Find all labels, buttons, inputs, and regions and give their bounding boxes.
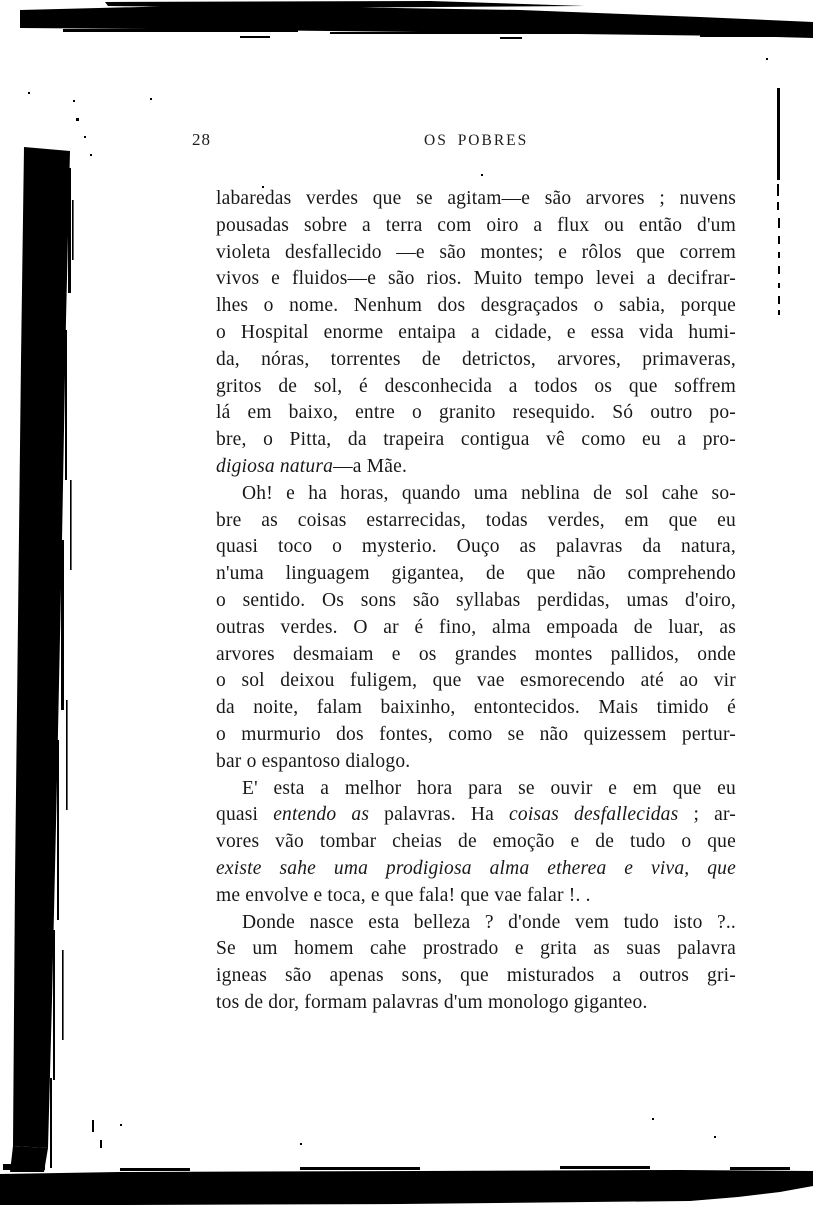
text-segment: da noite, falam baixinho, entontecidos. Mais timido é <box>216 697 736 719</box>
paragraph <box>216 186 736 481</box>
text-segment: outras verdes. O ar é fino, alma empoada de luar, as <box>216 616 736 638</box>
text-segment: Donde nasce esta belleza ? d'onde vem tudo isto ?.. <box>242 911 736 933</box>
text-segment: pousadas sobre a terra com oiro a flux ou então d'um <box>216 214 736 236</box>
paragraph <box>216 910 736 1017</box>
text-segment: igneas são apenas sons, que misturados a outros gri- <box>216 965 736 987</box>
text-segment: o sentido. Os sons são syllabas perdidas, umas d'oiro, <box>216 589 736 611</box>
page-number: 28 <box>192 130 211 149</box>
italic-text-segment: entendo as <box>273 804 370 826</box>
text-line <box>216 481 736 508</box>
text-segment: palavras. Ha <box>369 804 510 826</box>
text-line <box>216 802 736 829</box>
text-line <box>216 374 736 401</box>
text-segment: violeta desfallecido —e são montes; e rôlos que correm <box>216 241 736 263</box>
scan-artifact-top-bar <box>20 1 813 39</box>
text-segment: o Hospital enorme entaipa a cidade, e essa vida humi- <box>216 321 736 343</box>
italic-text-segment: existe sahe uma prodigiosa alma etherea e viva, que <box>216 857 736 879</box>
text-segment: o murmurio dos fontes, como se não quizessem pertur- <box>216 723 736 745</box>
text-segment: Oh! e ha horas, quando uma neblina de sol cahe so- <box>242 482 736 504</box>
paragraph <box>216 481 736 776</box>
text-line <box>216 642 736 669</box>
running-title: OS POBRES <box>424 132 529 149</box>
text-line <box>216 722 736 749</box>
scan-artifact-bottom-bar <box>0 1164 813 1205</box>
text-line <box>216 320 736 347</box>
text-line <box>216 454 736 481</box>
text-line <box>216 668 736 695</box>
text-segment: labaredas verdes que se agitam—e são arvores ; nuvens <box>216 188 736 209</box>
text-line <box>216 856 736 883</box>
text-segment: ; ar- <box>678 804 736 826</box>
text-line <box>216 213 736 240</box>
text-line <box>216 561 736 588</box>
text-segment: lhes o nome. Nenhum dos desgraçados o sabia, porque <box>216 295 736 317</box>
paragraph <box>216 776 736 910</box>
text-line <box>216 293 736 320</box>
text-line <box>216 240 736 267</box>
text-line <box>216 990 736 1017</box>
text-line <box>216 347 736 374</box>
text-segment: o sol deixou fuligem, que vae esmorecendo até ao vir <box>216 670 736 692</box>
text-line <box>216 936 736 963</box>
text-line <box>216 588 736 615</box>
text-segment: gritos de sol, é desconhecida a todos os que soffrem <box>216 375 736 397</box>
text-segment: n'uma linguagem gigantea, de que não comprehendo <box>216 563 736 585</box>
text-line <box>216 695 736 722</box>
text-line <box>216 508 736 535</box>
text-segment: E' esta a melhor hora para se ouvir e em que eu <box>242 777 736 799</box>
text-line <box>216 776 736 803</box>
text-line <box>216 749 736 776</box>
text-line <box>216 534 736 561</box>
text-line <box>216 400 736 427</box>
text-segment: vores vão tombar cheias de emoção e de tudo o que <box>216 831 736 853</box>
text-line <box>216 186 736 213</box>
text-line <box>216 910 736 937</box>
text-line <box>216 883 736 910</box>
italic-text-segment: coisas desfallecidas <box>509 804 679 826</box>
text-segment: bre, o Pitta, da trapeira contigua vê como eu a pro- <box>216 429 736 451</box>
text-segment: vivos e fluidos—e são rios. Muito tempo levei a decifrar- <box>216 268 736 290</box>
scan-artifact-right-line <box>777 88 780 315</box>
text-line <box>216 615 736 642</box>
text-segment: lá em baixo, entre o granito resequido. Só outro po- <box>216 402 736 424</box>
text-line <box>216 266 736 293</box>
italic-text-segment: digiosa natura <box>216 455 334 477</box>
text-line <box>216 963 736 990</box>
text-line <box>216 427 736 454</box>
text-segment: Se um homem cahe prostrado e grita as suas palavra <box>216 938 736 960</box>
text-segment: arvores desmaiam e os grandes montes pallidos, onde <box>216 643 736 665</box>
text-segment: me envolve e toca, e que fala! que vae falar !. . <box>216 884 591 906</box>
scan-artifact-left-band <box>10 100 102 1172</box>
text-segment: tos de dor, formam palavras d'um monologo giganteo. <box>216 991 648 1013</box>
page-text <box>216 186 736 1017</box>
text-line <box>216 829 736 856</box>
text-segment: quasi <box>216 804 274 826</box>
text-segment: da, nóras, torrentes de detrictos, arvores, primaveras, <box>216 348 736 370</box>
text-segment: quasi toco o mysterio. Ouço as palavras da natura, <box>216 536 736 558</box>
text-segment: —a Mãe. <box>333 455 408 477</box>
text-segment: bre as coisas estarrecidas, todas verdes, em que eu <box>216 509 736 531</box>
text-segment: bar o espantoso dialogo. <box>216 750 411 772</box>
